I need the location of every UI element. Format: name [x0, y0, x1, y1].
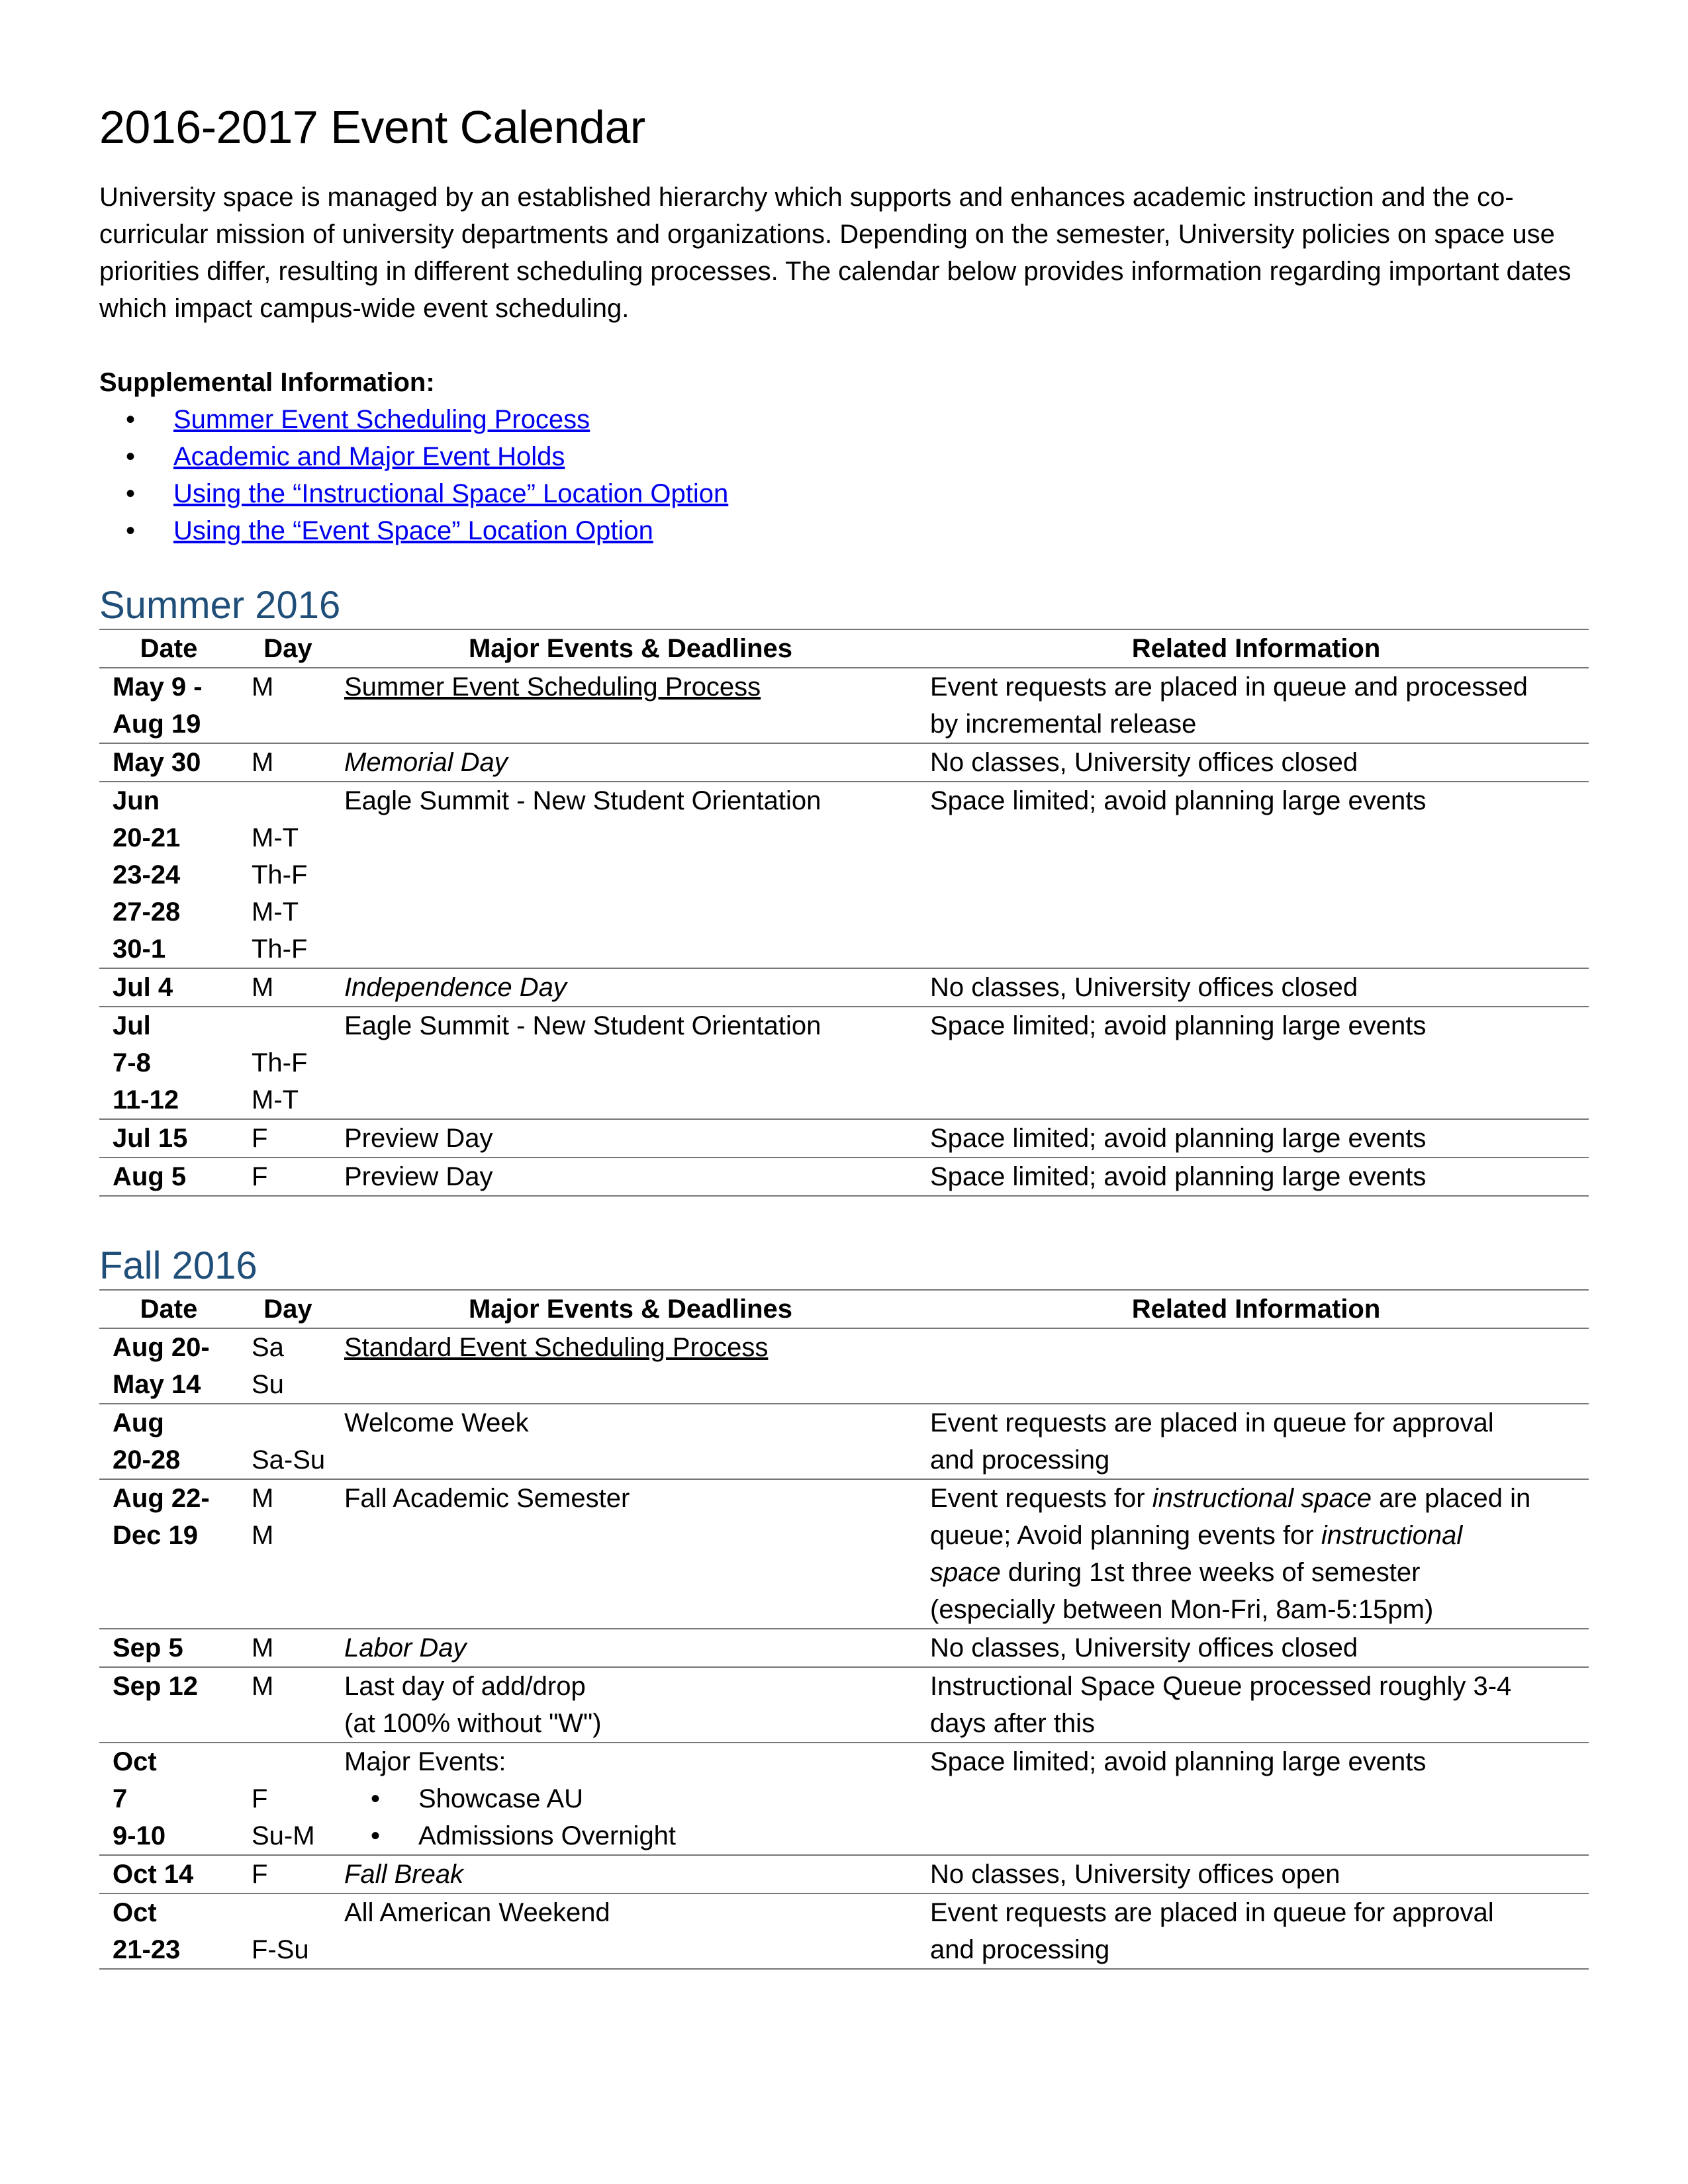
info-cell: [923, 1479, 1589, 1629]
event-text: Showcase AU: [418, 1784, 584, 1813]
info-text: by incremental release: [930, 709, 1197, 739]
date-text: Aug 19: [113, 709, 201, 739]
event-cell: [338, 1855, 923, 1893]
day-text: M: [252, 748, 274, 777]
event-cell: [338, 1404, 923, 1479]
date-cell: [99, 782, 238, 968]
info-text: No classes, University offices open: [930, 1860, 1340, 1889]
summer-table: [99, 630, 1589, 1197]
day-text: Su-M: [252, 1821, 315, 1850]
list-item: [99, 475, 1589, 512]
date-text: 21-23: [113, 1935, 181, 1964]
date-text: Aug: [113, 1408, 164, 1437]
link-summer-scheduling[interactable]: Summer Event Scheduling Process: [173, 405, 590, 434]
date-text: Aug 5: [113, 1162, 187, 1191]
table-row: [99, 1629, 1589, 1667]
table-row: [99, 968, 1589, 1007]
date-text: Dec 19: [113, 1521, 198, 1550]
day-text: M-T: [252, 823, 299, 852]
day-cell: [238, 743, 338, 782]
day-cell: [238, 668, 338, 743]
bullet-icon: •: [371, 1784, 381, 1813]
event-text: Eagle Summit - New Student Orientation: [344, 1011, 821, 1040]
link-instructional-space[interactable]: Using the “Instructional Space” Location Option: [173, 479, 729, 508]
info-cell: [923, 1158, 1589, 1196]
info-cell: [923, 968, 1589, 1007]
header-info: Related Information: [923, 1291, 1589, 1328]
table-row: [99, 1667, 1589, 1743]
info-line: [930, 1554, 1575, 1591]
info-cell: [923, 1855, 1589, 1893]
date-cell: [99, 1667, 238, 1743]
info-cell: [923, 1404, 1589, 1479]
date-text: Sep 5: [113, 1633, 183, 1662]
info-text: Space limited; avoid planning large events: [930, 1747, 1427, 1776]
info-text-italic: space: [930, 1558, 1001, 1587]
day-text: M: [252, 672, 274, 702]
event-cell: [338, 743, 923, 782]
day-spacer: [252, 1894, 338, 1931]
date-text: 20-21: [113, 823, 181, 852]
info-text: and processing: [930, 1935, 1110, 1964]
info-line: [930, 1480, 1575, 1517]
day-text: Th-F: [252, 1048, 308, 1077]
event-text: Welcome Week: [344, 1408, 529, 1437]
day-cell: [238, 1743, 338, 1855]
header-day: Day: [238, 1291, 338, 1328]
event-cell: [338, 1328, 923, 1404]
info-text: days after this: [930, 1709, 1096, 1738]
table-header-row: [99, 1291, 1589, 1328]
day-text: M: [252, 1484, 274, 1513]
fall-table: [99, 1291, 1589, 1970]
date-cell: [99, 1007, 238, 1119]
info-text: No classes, University offices closed: [930, 1633, 1358, 1662]
date-text: 11-12: [113, 1085, 179, 1115]
info-text: queue; Avoid planning events for: [930, 1521, 1314, 1550]
date-cell: [99, 743, 238, 782]
table-header-row: [99, 630, 1589, 668]
event-text: Last day of add/drop: [344, 1672, 586, 1701]
event-cell: [338, 668, 923, 743]
table-row: [99, 743, 1589, 782]
header-event: Major Events & Deadlines: [338, 1291, 923, 1328]
info-text: Event requests are placed in queue for approval: [930, 1408, 1494, 1437]
date-cell: [99, 1855, 238, 1893]
event-text: Preview Day: [344, 1124, 493, 1153]
day-spacer: [252, 1404, 338, 1441]
link-academic-holds[interactable]: Academic and Major Event Holds: [173, 442, 565, 471]
day-text: M: [252, 1521, 274, 1550]
table-row: [99, 782, 1589, 968]
day-cell: [238, 1119, 338, 1158]
date-cell: [99, 1893, 238, 1969]
header-info: Related Information: [923, 630, 1589, 668]
event-cell: [338, 1743, 923, 1855]
info-text: Event requests are placed in queue for approval: [930, 1898, 1494, 1927]
date-cell: [99, 1119, 238, 1158]
day-text: F: [252, 1162, 268, 1191]
event-cell: [338, 1893, 923, 1969]
date-text: 23-24: [113, 860, 181, 889]
event-cell: [338, 1119, 923, 1158]
info-cell: [923, 1743, 1589, 1855]
link-event-space[interactable]: Using the “Event Space” Location Option: [173, 516, 653, 545]
date-cell: [99, 1629, 238, 1667]
major-events-list: [344, 1780, 923, 1854]
info-text: Event requests for: [930, 1484, 1145, 1513]
day-text: F-Su: [252, 1935, 309, 1964]
summer-section-title: Summer 2016: [99, 586, 1589, 630]
info-text: Space limited; avoid planning large events: [930, 1011, 1427, 1040]
info-cell: [923, 1893, 1589, 1969]
day-text: Sa: [252, 1333, 284, 1362]
date-cell: [99, 1743, 238, 1855]
date-text: Jul 15: [113, 1124, 188, 1153]
day-text: M: [252, 973, 274, 1002]
day-text: M-T: [252, 897, 299, 927]
info-text: No classes, University offices closed: [930, 748, 1358, 777]
date-cell: [99, 968, 238, 1007]
event-cell: [338, 1667, 923, 1743]
table-row: [99, 1007, 1589, 1119]
table-row: [99, 1404, 1589, 1479]
event-text: Fall Academic Semester: [344, 1484, 630, 1513]
page-title: 2016-2017 Event Calendar: [99, 101, 645, 153]
date-cell: [99, 1158, 238, 1196]
day-text: Th-F: [252, 860, 308, 889]
list-item: [344, 1817, 923, 1854]
event-text: Eagle Summit - New Student Orientation: [344, 786, 821, 815]
event-cell: [338, 782, 923, 968]
event-text: Major Events:: [344, 1747, 506, 1776]
date-text: 27-28: [113, 897, 181, 927]
day-cell: [238, 1855, 338, 1893]
list-item: [99, 512, 1589, 549]
date-text: Oct: [113, 1747, 157, 1776]
date-text: 7: [113, 1784, 128, 1813]
date-text: Aug 22-: [113, 1484, 210, 1513]
date-text: Jul 4: [113, 973, 173, 1002]
table-row: [99, 1743, 1589, 1855]
event-cell: [338, 1479, 923, 1629]
date-text: Sep 12: [113, 1672, 198, 1701]
date-cell: [99, 1328, 238, 1404]
day-cell: [238, 1158, 338, 1196]
table-row: [99, 1158, 1589, 1196]
list-item: [99, 438, 1589, 475]
day-spacer: [252, 1743, 338, 1780]
info-text: are placed in: [1379, 1484, 1531, 1513]
info-text: Space limited; avoid planning large events: [930, 786, 1427, 815]
date-text: 20-28: [113, 1445, 181, 1475]
date-cell: [99, 1479, 238, 1629]
document-page: [99, 99, 1589, 1970]
day-text: M-T: [252, 1085, 299, 1115]
event-text: All American Weekend: [344, 1898, 610, 1927]
day-cell: [238, 1328, 338, 1404]
event-text: Fall Break: [344, 1860, 464, 1889]
day-cell: [238, 1667, 338, 1743]
event-text: Preview Day: [344, 1162, 493, 1191]
day-text: F: [252, 1124, 268, 1153]
info-text-italic: instructional: [1321, 1521, 1463, 1550]
fall-section-title: Fall 2016: [99, 1247, 1589, 1291]
day-text: F: [252, 1784, 268, 1813]
info-cell: [923, 668, 1589, 743]
info-text: (especially between Mon-Fri, 8am-5:15pm): [930, 1595, 1434, 1624]
info-cell: [923, 1007, 1589, 1119]
day-text: Su: [252, 1370, 284, 1399]
bullet-icon: •: [126, 479, 136, 508]
info-cell: [923, 743, 1589, 782]
table-row: [99, 1119, 1589, 1158]
day-text: M: [252, 1672, 274, 1701]
day-text: Th-F: [252, 934, 308, 964]
info-text: Space limited; avoid planning large events: [930, 1162, 1427, 1191]
event-text: (at 100% without "W"): [344, 1709, 602, 1738]
day-cell: [238, 1629, 338, 1667]
header-event: Major Events & Deadlines: [338, 630, 923, 668]
bullet-icon: •: [126, 442, 136, 471]
date-text: Oct: [113, 1898, 157, 1927]
event-cell: [338, 1007, 923, 1119]
day-text: Sa-Su: [252, 1445, 326, 1475]
info-text: No classes, University offices closed: [930, 973, 1358, 1002]
info-cell: [923, 1119, 1589, 1158]
day-spacer: [252, 1007, 338, 1044]
event-cell: [338, 1158, 923, 1196]
day-cell: [238, 1479, 338, 1629]
day-cell: [238, 1007, 338, 1119]
day-cell: [238, 1404, 338, 1479]
list-item: [344, 1780, 923, 1817]
info-text: Space limited; avoid planning large events: [930, 1124, 1427, 1153]
event-link[interactable]: Summer Event Scheduling Process: [344, 672, 761, 702]
date-cell: [99, 668, 238, 743]
date-text: Oct 14: [113, 1860, 194, 1889]
info-text: Instructional Space Queue processed roughly 3-4: [930, 1672, 1512, 1701]
bullet-icon: •: [371, 1821, 381, 1850]
bullet-icon: •: [126, 405, 136, 434]
info-text: and processing: [930, 1445, 1110, 1475]
day-spacer: [252, 782, 338, 819]
list-item: [99, 401, 1589, 438]
event-text: Memorial Day: [344, 748, 508, 777]
table-row: [99, 1328, 1589, 1404]
date-text: Aug 20-: [113, 1333, 210, 1362]
day-text: F: [252, 1860, 268, 1889]
info-cell: [923, 782, 1589, 968]
info-cell: [923, 1328, 1589, 1404]
event-text: Admissions Overnight: [418, 1821, 677, 1850]
info-cell: [923, 1629, 1589, 1667]
event-text: Independence Day: [344, 973, 567, 1002]
date-text: 9-10: [113, 1821, 166, 1850]
date-text: Jun: [113, 786, 160, 815]
day-cell: [238, 1893, 338, 1969]
event-cell: [338, 968, 923, 1007]
supplemental-links: [99, 401, 1589, 549]
info-cell: [923, 1667, 1589, 1743]
day-cell: [238, 968, 338, 1007]
intro-paragraph: University space is managed by an established hierarchy which supports and enhances academic instruction and the co-curricular mission of university departments and organizations. Depending on the semester, University policies on space use priorities differ, resulting in different scheduling processes. The calendar below provides information regarding important dates which impact campus-wide event scheduling.: [99, 183, 1571, 323]
date-text: 30-1: [113, 934, 166, 964]
header-date: Date: [99, 630, 238, 668]
info-text: Event requests are placed in queue and processed: [930, 672, 1528, 702]
table-row: [99, 1893, 1589, 1969]
date-text: 7-8: [113, 1048, 151, 1077]
day-text: M: [252, 1633, 274, 1662]
info-text: during 1st three weeks of semester: [1008, 1558, 1421, 1587]
date-text: Jul: [113, 1011, 151, 1040]
event-cell: [338, 1629, 923, 1667]
table-row: [99, 668, 1589, 743]
event-link[interactable]: Standard Event Scheduling Process: [344, 1333, 769, 1362]
header-date: Date: [99, 1291, 238, 1328]
date-text: May 9 -: [113, 672, 203, 702]
bullet-icon: •: [126, 516, 136, 545]
supplemental-heading: Supplemental Information:: [99, 368, 435, 397]
table-row: [99, 1479, 1589, 1629]
header-day: Day: [238, 630, 338, 668]
day-cell: [238, 782, 338, 968]
info-text-italic: instructional space: [1152, 1484, 1372, 1513]
info-line: [930, 1517, 1575, 1554]
event-text: Labor Day: [344, 1633, 467, 1662]
table-row: [99, 1855, 1589, 1893]
date-text: May 14: [113, 1370, 201, 1399]
date-cell: [99, 1404, 238, 1479]
date-text: May 30: [113, 748, 201, 777]
